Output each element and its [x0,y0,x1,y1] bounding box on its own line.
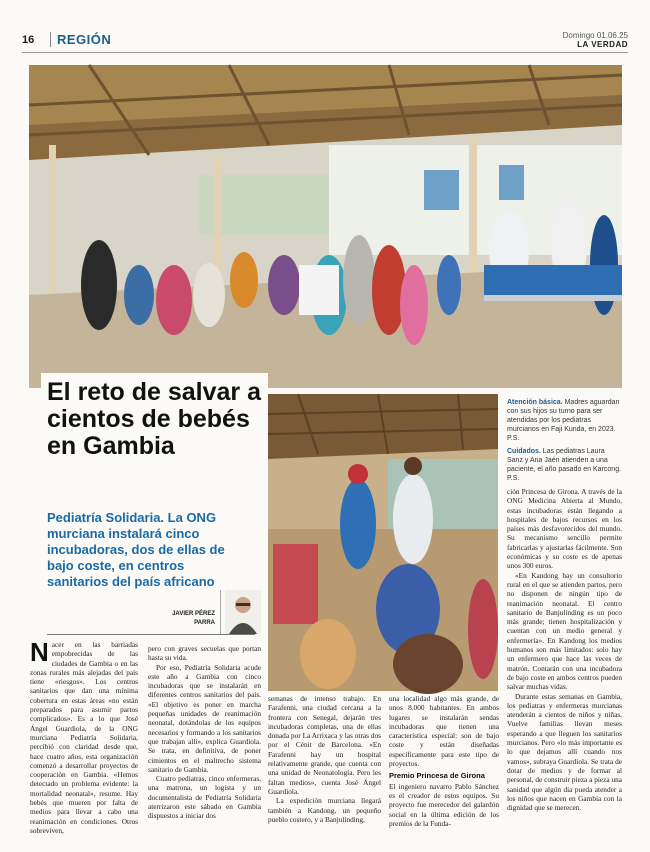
caption-credit: P.S. [507,435,520,442]
paragraph: ción Princesa de Girona. A través de la ONG Medicina Abierta al Mundo, estas incubadoras están llegando a hospitales de bajos recursos en los países más desfavorecidos del mundo. Su mecanismo sencillo permite fabricarlas y ajustarlas fácilmente. Son económicas y su coste es de apenas unos 300 euros. [507,487,622,571]
paragraph: pero con graves secuelas que portan hasta su vida. [148,644,261,663]
paragraph: acer en las barriadas empobrecidas de las ciudades de Gambia o en las zonas rurales más alejadas del país tiene «riesgos». Los centros sanitarios que dan una mínima cobertura en estas áreas «no están preparados para asumir partos complicados». Es a lo que José Ángel Guardiola, de la ONG murciana Pediatría Solidaria, percibió con claridad desde que, hace cuatro años, esta organización comenzó a desarrollar proyectos de cooperación en Gambia. «Hemos detectado un problema evidente: la mortalidad neonatal», resume. Hay bebés que mueren por falta de medios para llevar a cabo una reanimación en condiciones. Otros sobreviven, [30,640,138,835]
paragraph: una localidad algo más grande, de unos 8.000 habitantes. En ambos lugares se instalarán sendas incubadoras que tienen una característica especial: son de bajo coste y están diseñadas específicamente para este tipo de proyectos. [389,694,499,769]
body-column-4 [389,694,499,828]
caption-text: Las pediatras Laura Sanz y Ana Jaén atienden a una paciente, el año pasado en Karcong. [507,448,622,473]
author-photo [220,590,261,634]
caption-text: Madres aguardan con sus hijos su turno para ser atendidas por los pediatras murcianos en Faji Kunda, en 2023. [507,399,620,433]
page-number: 16 [22,34,35,46]
section-title: REGIÓN [50,32,111,47]
paragraph: La expedición murciana llegará también a Kandong, un pequeño pueblo costero, y a Banjulinding, [268,796,381,824]
header-rule [22,52,628,53]
caption-credit: P.S. [507,475,520,482]
paragraph: El ingeniero navarro Pablo Sánchez es el creador de estos equipos. Su proyecto fue merecedor del galardón social en la última edición de los premios de la Funda- [389,781,499,828]
byline-city: PARRA [194,620,215,626]
byline-rule [47,634,255,635]
body-column-1 [30,637,138,835]
paragraph: «En Kandong hay un consultorio rural en el que se atienden partos, pero no disponen de ningún tipo de reanimación neonatal. El centro sanitario de Banjulinding es un poco más grande; tienen hospitalización y cuentan con un medio general y enfermería». En Kandong los medios humanos son más limitados: solo hay un enfermero que hace las veces de matrón. Contarán con una incubadora de bajo coste en ambos centros pueden salvar muchas vidas. [507,570,622,692]
caption-attention [507,398,622,443]
caption-label: Cuidados. [507,448,541,455]
byline-name: JAVIER PÉREZ [172,611,215,617]
body-column-2 [148,644,261,822]
caption-care [507,447,622,483]
newspaper-name: LA VERDAD [577,40,628,49]
main-photo [29,65,622,388]
issue-date: Domingo 01.06.25 [562,31,628,40]
paragraph: semanas de intenso trabajo. En Farafenni, una ciudad cercana a la frontera con Senegal, dejarán tres incubadoras completas, una de ellas donada por La Arrixaca y las otras dos por el Cénit de Barcelona. «En Farafenni hay un hospital relativamente grande, que cuenta con una unidad de Neonatología. Pero les faltan medios», cuenta José Ángel Guardiola. [268,694,381,796]
paragraph: Cuatro pediatras, cinco enfermeras, una matrona, un logista y un documentalista de Pediatría Solidaria aterrizaron este sábado en Gambia dispuestos a iniciar dos [148,774,261,821]
paragraph: Por eso, Pediatría Solidaria acude este año a Gambia con cinco incubadoras que se instalarán en diferentes centros sanitarios del país. «El objetivo es poner en marcha pequeñas unidades de reanimación neonatal, dotándolas de los equipos necesarios y formando a los sanitarios que trabajan allí», explica Guardiola. Se trata, en definitiva, de poner cimientos en el maltrecho sistema sanitario de Gambia. [148,662,261,774]
subhead: Pediatría Solidaria. La ONG murciana instalará cinco incubadoras, dos de ellas de bajo coste, en centros sanitarios del país africano [47,510,225,589]
secondary-photo [268,394,498,691]
paragraph: Durante estas semanas en Gambia, los pediatras y enfermeras murcianas atenderán a cientos de niños y niñas. Vuelve familias llevan meses esperando a que lleguen los sanitarios murcianos. Pero «lo más importante es lo que dejamos allí cuando nos vamos», subraya Guardiola. Se trata de dotar de medios y de formar al personal, de construir pieza a pieza una sanidad que algún día pueda atender a los niños que nacen en Gambia con la dignidad que se merecen. [507,691,622,813]
drop-cap: N [30,637,49,667]
headline: El reto de salvar a cientos de bebés en Gambia [41,373,268,460]
subheading: Premio Princesa de Girona [389,771,485,781]
body-column-5 [507,487,622,822]
caption-label: Atención básica. [507,399,563,406]
body-column-3 [268,694,381,822]
